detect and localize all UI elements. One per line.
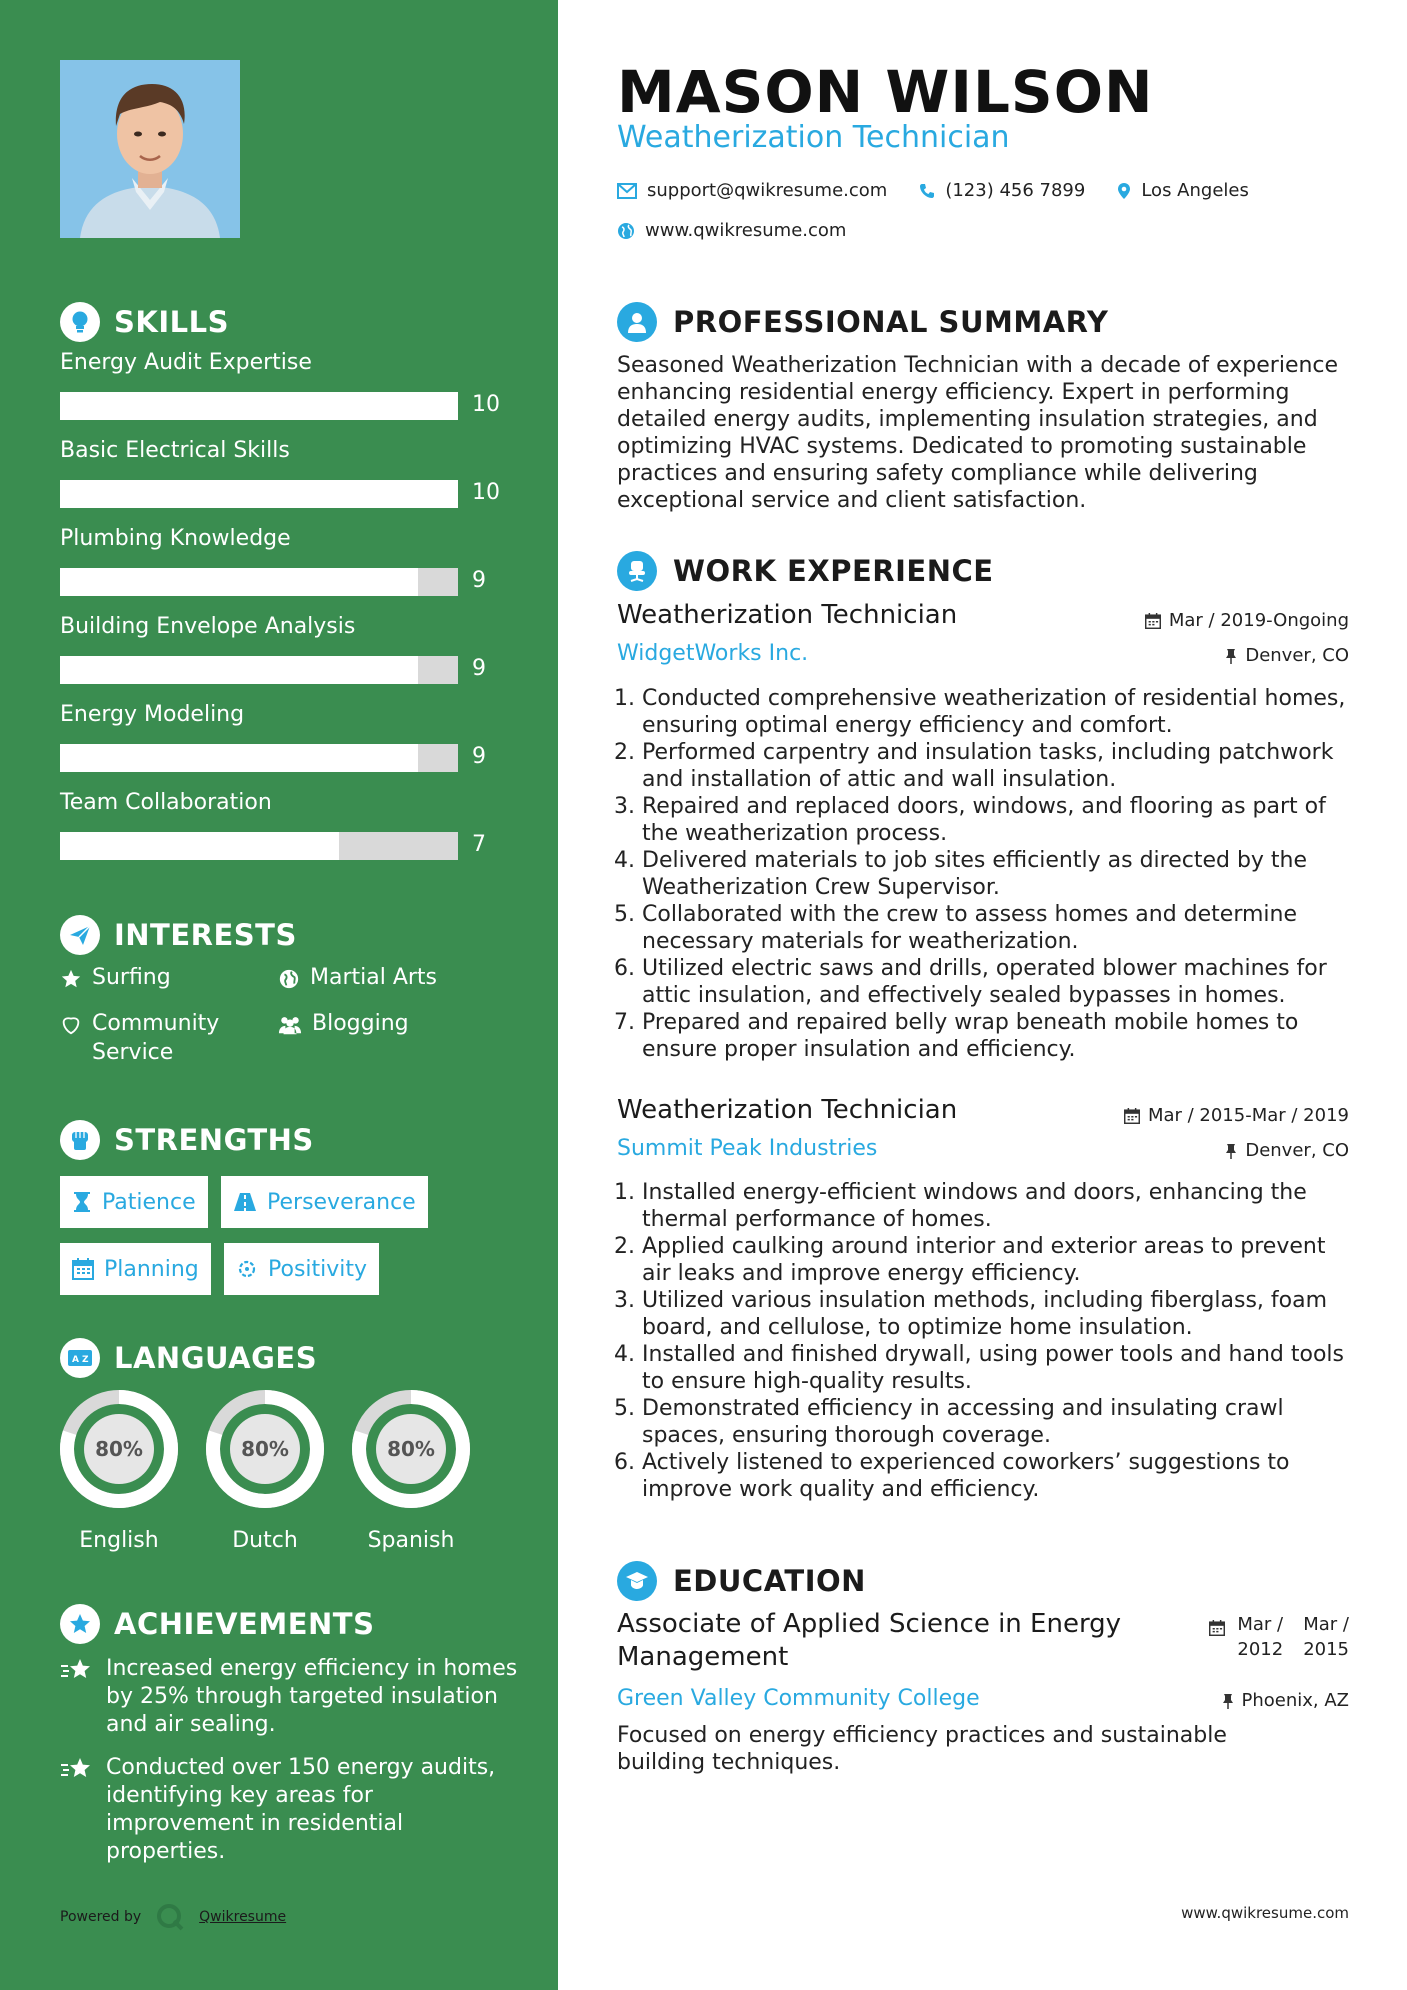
skill-bar: [60, 392, 458, 420]
education-school: Green Valley Community College: [617, 1686, 980, 1711]
achievement-item: [60, 1754, 520, 1866]
office-chair-icon: [617, 551, 657, 591]
job-company: Summit Peak Industries: [617, 1136, 878, 1161]
svg-text:Z: Z: [82, 1355, 89, 1365]
skill-item: [60, 614, 500, 681]
skill-bar: [60, 480, 458, 508]
contact-row: [617, 180, 1249, 201]
achievement-text: Conducted over 150 energy audits, identifying key areas for improvement in residential properties.: [106, 1755, 496, 1864]
language-ring: [204, 1388, 326, 1510]
hands-icon: [60, 1014, 82, 1036]
languages-title: LANGUAGES: [114, 1341, 318, 1375]
skill-bar-fill: [60, 480, 458, 508]
strength-tag: [221, 1176, 428, 1228]
language-name: Dutch: [232, 1528, 298, 1553]
globe-icon: [617, 222, 635, 240]
duty-item: 6. Utilized electric saws and drills, operated blower machines for attic insulation, and effectively sealed bypasses in homes.: [642, 955, 1349, 1009]
profile-photo: [60, 60, 240, 238]
experience-heading: [617, 551, 994, 591]
languages-heading: [60, 1338, 317, 1378]
skill-level: 9: [472, 744, 486, 769]
education-dates: [1209, 1612, 1349, 1662]
summary-title: PROFESSIONAL SUMMARY: [673, 305, 1109, 339]
candidate-name: MASON WILSON: [617, 58, 1154, 126]
calendar-icon: [1209, 1620, 1225, 1636]
education-location-text: Phoenix, AZ: [1241, 1690, 1349, 1711]
job-company: WidgetWorks Inc.: [617, 641, 809, 666]
graduate-icon: [617, 1561, 657, 1601]
strengths-title: STRENGTHS: [114, 1123, 314, 1157]
calendar-icon: [1124, 1108, 1140, 1124]
skill-bar-fill: [60, 568, 418, 596]
skill-level: 10: [472, 480, 500, 505]
skill-item: [60, 790, 500, 857]
skill-bar: [60, 832, 458, 860]
interest-item: [278, 963, 498, 992]
skill-bar: [60, 656, 458, 684]
skill-name: Plumbing Knowledge: [60, 526, 291, 551]
summary-heading: [617, 302, 1108, 342]
svg-text:A: A: [72, 1355, 79, 1365]
award-star-icon: [60, 1604, 100, 1644]
skill-bar-fill: [60, 832, 339, 860]
language-name: English: [79, 1528, 159, 1553]
phone-icon: [919, 183, 935, 199]
education-heading: [617, 1561, 866, 1601]
education-start-month: Mar /: [1237, 1614, 1284, 1635]
education-end: [1295, 1612, 1349, 1662]
interest-item: [60, 1009, 260, 1067]
pushpin-icon: [1222, 1693, 1234, 1709]
skill-item: [60, 702, 500, 769]
strength-label: Perseverance: [267, 1189, 416, 1215]
strength-tag: [60, 1243, 211, 1295]
skill-level: 9: [472, 568, 486, 593]
language-percent: 80%: [95, 1437, 143, 1461]
language-name: Spanish: [367, 1528, 455, 1553]
hourglass-icon: [72, 1191, 92, 1213]
star-burst-icon: [60, 1657, 94, 1683]
education-degree: Associate of Applied Science in Energy Management: [617, 1609, 1122, 1672]
interests-title: INTERESTS: [114, 918, 297, 952]
summary-text: Seasoned Weatherization Technician with a decade of experience enhancing residential energy efficiency. Expert in performing detailed energy audits, implementing insulation strategies, and optimizing HVAC systems. Dedicated to promoting sustainable practices and ensuring safety compliance while delivering exceptional service and client satisfaction.: [617, 353, 1339, 513]
skill-bar: [60, 568, 458, 596]
job-location-text: Denver, CO: [1245, 645, 1349, 666]
interest-item: [60, 963, 260, 992]
experience-title: WORK EXPERIENCE: [673, 554, 994, 588]
qwikresume-link[interactable]: Qwikresume: [199, 1909, 287, 1925]
duty-item: 4. Delivered materials to job sites efficiently as directed by the Weatherization Crew Supervisor.: [642, 847, 1349, 901]
strength-label: Positivity: [268, 1256, 368, 1282]
pushpin-icon: [1225, 648, 1237, 664]
location-text: Los Angeles: [1141, 180, 1249, 201]
users-icon: [278, 1014, 302, 1036]
education-location: [1222, 1690, 1350, 1711]
skill-name: Energy Audit Expertise: [60, 350, 312, 375]
calendar-icon: [1145, 613, 1161, 629]
strength-tag: [60, 1176, 208, 1228]
skill-level: 10: [472, 392, 500, 417]
interest-item: [278, 1009, 498, 1038]
language-item: [350, 1388, 472, 1553]
duty-item: 1. Installed energy-efficient windows and doors, enhancing the thermal performance of homes.: [642, 1179, 1349, 1233]
skill-name: Basic Electrical Skills: [60, 438, 290, 463]
powered-by: [60, 1902, 286, 1932]
strength-tag: [224, 1243, 379, 1295]
duty-item: 3. Utilized various insulation methods, including fiberglass, foam board, and cellulose, to optimize home insulation.: [642, 1287, 1349, 1341]
duty-item: 7. Prepared and repaired belly wrap beneath mobile homes to ensure proper insulation and efficiency.: [642, 1009, 1349, 1063]
duty-item: 6. Actively listened to experienced coworkers’ suggestions to improve work quality and efficiency.: [642, 1449, 1349, 1503]
strength-label: Planning: [104, 1256, 199, 1282]
duty-item: 2. Performed carpentry and insulation tasks, including patchwork and installation of attic and wall insulation.: [642, 739, 1349, 793]
pushpin-icon: [1225, 1143, 1237, 1159]
skill-name: Energy Modeling: [60, 702, 245, 727]
globe-icon: [278, 968, 300, 990]
paper-plane-icon: [60, 915, 100, 955]
job-location: [1225, 645, 1349, 666]
duty-item: 1. Conducted comprehensive weatherization of residential homes, ensuring optimal energy efficiency and comfort.: [642, 685, 1349, 739]
skill-item: [60, 350, 500, 417]
achievements-heading: [60, 1604, 374, 1644]
website-row: [617, 220, 846, 241]
interests-heading: [60, 915, 297, 955]
duty-item: 4. Installed and finished drywall, using power tools and hand tools to ensure high-quality results.: [642, 1341, 1349, 1395]
job-location: [1225, 1140, 1349, 1161]
job-dates-text: Mar / 2015-Mar / 2019: [1147, 1105, 1349, 1126]
duty-item: 5. Collaborated with the crew to assess homes and determine necessary materials for weatherization.: [642, 901, 1349, 955]
powered-by-label: Powered by: [60, 1909, 142, 1925]
website-link[interactable]: www.qwikresume.com: [645, 220, 847, 241]
road-icon: [233, 1192, 257, 1212]
strengths-heading: [60, 1120, 314, 1160]
email-link[interactable]: support@qwikresume.com: [647, 180, 888, 201]
skills-heading: [60, 302, 229, 342]
language-ring: [350, 1388, 472, 1510]
skills-title: SKILLS: [114, 305, 229, 339]
sun-icon: [236, 1258, 258, 1280]
language-item: [58, 1388, 180, 1553]
job-dates: [1145, 610, 1349, 631]
achievement-item: [60, 1655, 520, 1739]
skill-name: Building Envelope Analysis: [60, 614, 356, 639]
footer-url[interactable]: www.qwikresume.com: [1181, 1904, 1349, 1922]
education-end-month: Mar /: [1303, 1614, 1349, 1635]
skill-level: 7: [472, 832, 486, 857]
location-pin-icon: [1117, 182, 1131, 200]
language-percent: 80%: [387, 1437, 435, 1461]
star-burst-icon: [60, 1756, 94, 1782]
interest-label: Martial Arts: [310, 965, 438, 990]
job-role: Weatherization Technician: [617, 600, 958, 630]
language-item: [204, 1388, 326, 1553]
interest-label: Surfing: [92, 965, 171, 990]
skill-name: Team Collaboration: [60, 790, 272, 815]
language-percent: 80%: [241, 1437, 289, 1461]
duty-item: 5. Demonstrated efficiency in accessing and insulating crawl spaces, ensuring thorough coverage.: [642, 1395, 1349, 1449]
calendar-icon: [72, 1258, 94, 1280]
phone-number: (123) 456 7899: [945, 180, 1086, 201]
skill-bar: [60, 744, 458, 772]
interest-label: Community Service: [92, 1011, 220, 1065]
star-icon: [60, 968, 82, 990]
achievements-title: ACHIEVEMENTS: [114, 1607, 375, 1641]
job-role: Weatherization Technician: [617, 1095, 958, 1125]
envelope-icon: [617, 183, 637, 199]
translate-icon: [60, 1338, 100, 1378]
skill-bar-fill: [60, 392, 458, 420]
qwikresume-logo-icon: [155, 1902, 185, 1932]
job-duties: [617, 685, 1349, 1063]
job-location-text: Denver, CO: [1245, 1140, 1349, 1161]
education-start-year: 2012: [1237, 1639, 1284, 1660]
skill-level: 9: [472, 656, 486, 681]
skill-bar-fill: [60, 656, 418, 684]
sidebar: [0, 0, 558, 1990]
education-start: [1237, 1612, 1283, 1662]
job-dates-text: Mar / 2019-Ongoing: [1168, 610, 1349, 631]
education-end-year: 2015: [1303, 1639, 1349, 1660]
fist-icon: [60, 1120, 100, 1160]
education-title: EDUCATION: [673, 1564, 866, 1598]
skill-bar-fill: [60, 744, 418, 772]
duty-item: 2. Applied caulking around interior and exterior areas to prevent air leaks and improve energy efficiency.: [642, 1233, 1349, 1287]
duty-item: 3. Repaired and replaced doors, windows, and flooring as part of the weatherization process.: [642, 793, 1349, 847]
candidate-title: Weatherization Technician: [617, 120, 1010, 155]
interest-label: Blogging: [312, 1011, 409, 1036]
portrait-illustration: [60, 60, 240, 238]
lightbulb-icon: [60, 302, 100, 342]
job-dates: [1124, 1105, 1349, 1126]
skill-item: [60, 526, 500, 593]
job-duties: [617, 1179, 1349, 1503]
skill-item: [60, 438, 500, 505]
strength-label: Patience: [102, 1189, 196, 1215]
language-ring: [58, 1388, 180, 1510]
achievement-text: Increased energy efficiency in homes by 25% through targeted insulation and air sealing.: [106, 1656, 518, 1737]
user-icon: [617, 302, 657, 342]
education-description: Focused on energy efficiency practices and sustainable building techniques.: [617, 1723, 1227, 1775]
